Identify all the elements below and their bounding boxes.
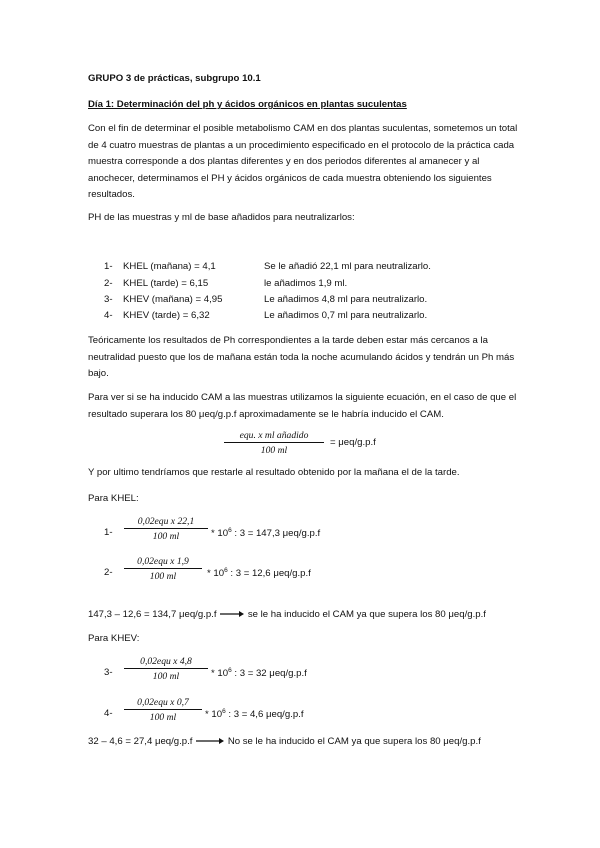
calc-result: * $10^6$ : 3 = 12,6 μeq/g.p.f (207, 567, 311, 580)
khev-conclusion-text: No se le ha inducido el CAM ya que supera los 80 μeq/g.p.f (227, 736, 481, 747)
calc-number: 3- (104, 667, 113, 678)
calc-denominator: 100 ml (152, 531, 180, 542)
sample-number: 2- (104, 278, 113, 289)
ph-intro-text: PH de las muestras y ml de base añadidos para neutralizarlos: (88, 212, 355, 223)
sample-number: 4- (104, 310, 113, 321)
page-title: GRUPO 3 de prácticas, subgrupo 10.1 (88, 73, 261, 84)
sample-label: KHEV (tarde) = 6,32 (123, 310, 210, 321)
calc-numerator: 0,02equ x 22,1 (124, 516, 208, 529)
khel-conclusion-calc: 147,3 – 12,6 = 134,7 μeq/g.p.f (88, 609, 217, 620)
calc-denominator: 100 ml (149, 712, 177, 723)
khel-heading: Para KHEL: (88, 493, 139, 504)
equation-numerator: equ. x ml añadido (224, 430, 324, 443)
arrow-right-icon (219, 610, 245, 618)
subtract-text: Y por ultimo tendríamos que restarle al resultado obtenido por la mañana el de la tarde. (88, 467, 460, 478)
sample-note: Le añadimos 4,8 ml para neutralizarlo. (264, 294, 428, 305)
calc-result: * $10^6$ : 3 = 32 μeq/g.p.f (211, 667, 307, 680)
theory-paragraph: Teóricamente los resultados de Ph correspondientes a la tarde deben estar más cercanos a la neutralidad puesto que los de mañana están toda la noche acumulando ácidos y tendrán un Ph más bajo. (88, 335, 515, 380)
sample-label: KHEL (mañana) = 4,1 (123, 261, 216, 272)
calc-denominator: 100 ml (152, 671, 180, 682)
khev-conclusion-calc: 32 – 4,6 = 27,4 μeq/g.p.f (88, 736, 193, 747)
calc-result: * $10^6$ : 3 = 147,3 μeq/g.p.f (211, 527, 321, 540)
sample-note: le añadimos 1,9 ml. (264, 278, 348, 289)
sample-number: 1- (104, 261, 113, 272)
intro-paragraph: Con el fin de determinar el posible metabolismo CAM en dos plantas suculentas, sometemos un total de 4 cuatro muestras de plantas a un procedimiento especificado en el protocolo de la práctica cada muestra corresponde a dos plantas diferentes y en dos periodos diferentes al amanecer y al anochecer, determinamos el PH y ácidos orgánicos de cada muestra obteniendo los siguientes resultados. (88, 123, 518, 201)
khel-conclusion (88, 609, 486, 620)
equation-paragraph: Para ver si se ha inducido CAM a las muestras utilizamos la siguiente ecuación, en el caso de que el resultado superara los 80 μeq/g.p.f aproximadamente se le habría inducido el CAM. (88, 392, 517, 420)
khev-heading: Para KHEV: (88, 633, 140, 644)
sample-label: KHEL (tarde) = 6,15 (123, 278, 209, 289)
equation-result: = μeq/g.p.f (330, 437, 376, 448)
equation-denominator: 100 ml (260, 445, 288, 456)
calc-number: 1- (104, 527, 113, 538)
sample-note: Se le añadió 22,1 ml para neutralizarlo. (264, 261, 431, 272)
calc-numerator: 0,02equ x 0,7 (124, 697, 202, 710)
khev-conclusion (88, 736, 481, 747)
calc-denominator: 100 ml (149, 571, 177, 582)
calc-number: 2- (104, 567, 113, 578)
calc-numerator: 0,02equ x 1,9 (124, 556, 202, 569)
sample-note: Le añadimos 0,7 ml para neutralizarlo. (264, 310, 428, 321)
arrow-right-icon (195, 737, 225, 745)
calc-numerator: 0,02equ x 4,8 (124, 656, 208, 669)
khel-conclusion-text: se le ha inducido el CAM ya que supera los 80 μeq/g.p.f (247, 609, 486, 620)
calc-result: * $10^6$ : 3 = 4,6 μeq/g.p.f (205, 708, 304, 721)
sample-label: KHEV (mañana) = 4,95 (123, 294, 223, 305)
day1-heading: Día 1: Determinación del ph y ácidos orgánicos en plantas suculentas (88, 99, 407, 110)
sample-number: 3- (104, 294, 113, 305)
calc-number: 4- (104, 708, 113, 719)
